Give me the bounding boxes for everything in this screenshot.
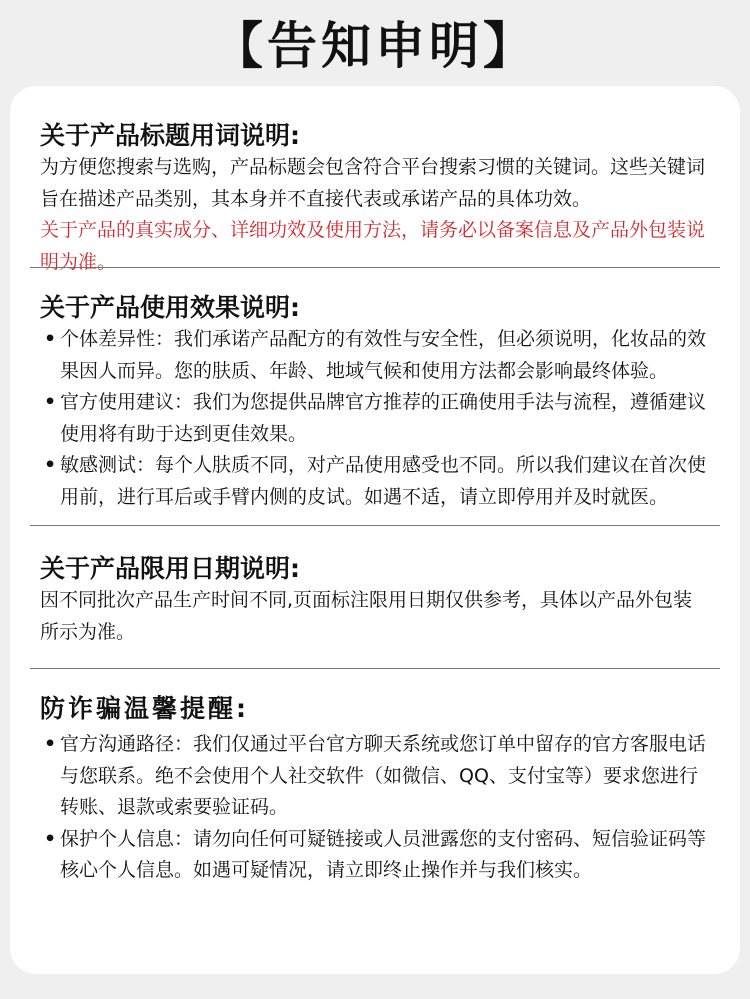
section-expiry-date	[40, 553, 710, 648]
section-heading: 关于产品限用日期说明:	[40, 554, 300, 583]
bullet-icon: •	[44, 328, 57, 350]
list-item-text: 官方使用建议：我们为您提供品牌官方推荐的正确使用手法与流程，遵循建议使用将有助于达到更佳效果。	[60, 391, 707, 445]
list-item	[40, 387, 710, 450]
list-item	[40, 729, 710, 824]
divider	[30, 525, 720, 526]
section-paragraph: 因不同批次产品生产时间不同,页面标注限用日期仅供参考，具体以产品外包装所示为准。	[40, 589, 693, 643]
list-item-text: 保护个人信息：请勿向任何可疑链接或人员泄露您的支付密码、短信验证码等核心个人信息。如遇可疑情况，请立即终止操作并与我们核实。	[60, 827, 707, 881]
list-item	[40, 450, 710, 513]
list-item-text: 官方沟通路径：我们仅通过平台官方聊天系统或您订单中留存的官方客服电话与您联系。绝不会使用个人社交软件（如微信、QQ、支付宝等）要求您进行转账、退款或索要验证码。	[60, 733, 707, 818]
list-item	[40, 324, 710, 387]
divider	[30, 668, 720, 669]
bullet-icon: •	[44, 454, 57, 476]
section-anti-fraud	[40, 693, 710, 887]
section-heading: 防诈骗温馨提醒:	[40, 694, 249, 723]
list-item-text: 个体差异性：我们承诺产品配方的有效性与安全性，但必须说明，化妆品的效果因人而异。您的肤质、年龄、地域气候和使用方法都会影响最终体验。	[60, 328, 707, 382]
section-heading: 关于产品使用效果说明:	[40, 293, 300, 322]
section-title-terms	[40, 120, 710, 273]
bullet-icon: •	[44, 827, 57, 850]
list-item	[40, 824, 710, 887]
bullet-icon: •	[44, 733, 57, 755]
section-usage-effect	[40, 292, 710, 513]
notice-card	[10, 86, 740, 974]
list-item-text: 敏感测试：每个人肤质不同，对产品使用感受也不同。所以我们建议在首次使用前，进行耳后或手臂内侧的皮试。如遇不适，请立即停用并及时就医。	[60, 454, 707, 508]
section-heading: 关于产品标题用词说明:	[40, 121, 300, 150]
warning-paragraph: 关于产品的真实成分、详细功效及使用方法，请务必以备案信息及产品外包装说明为准。	[40, 219, 706, 273]
page-title: 【告知申明】	[213, 17, 537, 75]
section-paragraph: 为方便您搜索与选购，产品标题会包含符合平台搜索习惯的关键词。这些关键词旨在描述产品类别，其本身并不直接代表或承诺产品的具体功效。	[40, 156, 706, 210]
bullet-icon: •	[44, 391, 57, 413]
